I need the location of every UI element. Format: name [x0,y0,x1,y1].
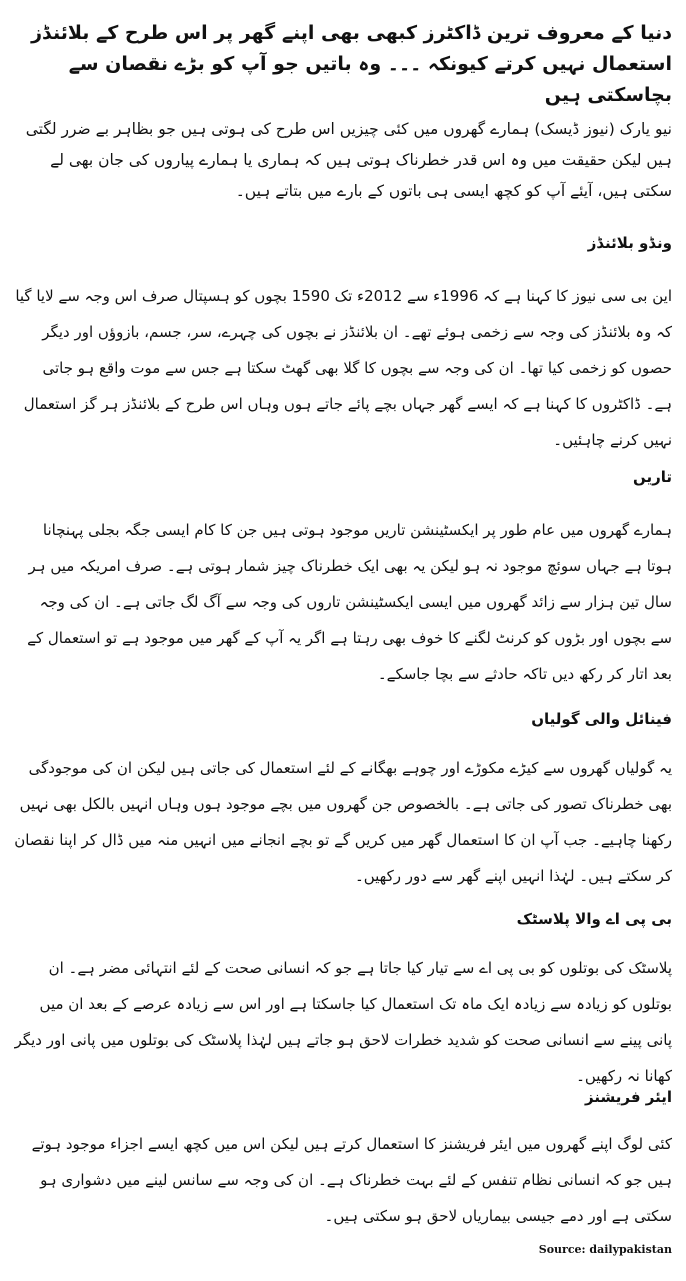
section-text-wires: ہمارے گھروں میں عام طور پر ایکسٹینشن تاریں موجود ہوتی ہیں جن کا کام ایسی جگہ بجلی پہنچانا ہوتا ہے جہاں سوئچ موجود نہ ہو لیکن یہ بھی ایک خطرناک چیز شمار ہوتی ہے۔ صرف امریکہ میں ہر سال تین ہزار سے زائد گھروں میں ایسی ایکسٹینشن تاروں کی وجہ سے آگ لگ جاتی ہے۔ ان کی وجہ سے بچوں اور بڑوں کو کرنٹ لگنے کا خوف بھی رہتا ہے اگر یہ آپ کے گھر میں موجود ہے تو استعمال کے بعد اتار کر رکھ دیں تاکہ حادثے سے بچا جاسکے۔ [27,521,672,683]
section-heading-window-blinds: ونڈو بلائنڈز [587,234,672,252]
section-heading-naphthalene-balls: فینائل والی گولیاں [531,710,672,728]
article-lead: نیو یارک (نیوز ڈیسک) ہمارے گھروں میں کئی چیزیں اس طرح کی ہوتی ہیں جو بظاہر بے ضرر لگتی ہیں لیکن حقیقت میں وہ اس قدر خطرناک ہوتی ہیں کہ ہماری یا ہمارے پیاروں کی جان بھی لے سکتی ہیں، آیئے آپ کو کچھ ایسی ہی باتوں کے بارے میں بتاتے ہیں۔ [25,120,672,200]
section-text-naphthalene-balls: یہ گولیاں گھروں سے کیڑے مکوڑے اور چوہے بھگانے کے لئے استعمال کی جاتی ہیں لیکن ان کی موجودگی بھی خطرناک تصور کی جاتی ہے۔ بالخصوص جن گھروں میں بچے موجود ہوں وہاں انہیں بالکل بھی نہیں رکھنا چاہیے۔ جب آپ ان کا استعمال گھر میں کریں گے تو بچے انجانے میں انہیں منہ میں ڈال کر اپنا نقصان کر سکتے ہیں۔ لہٰذا انہیں اپنے گھر سے دور رکھیں۔ [14,759,672,885]
article-title: دنیا کے معروف ترین ڈاکٹرز کبھی بھی اپنے گھر پر اس طرح کے بلائنڈز استعمال نہیں کرتے کیونکہ ۔۔۔ وہ باتیں جو آپ کو بڑے نقصان سے بچاسکتی ہیں [31,22,672,106]
section-text-bpa-plastic: پلاسٹک کی بوتلوں کو بی پی اے سے تیار کیا جاتا ہے جو کہ انسانی صحت کے لئے انتہائی مضر ہے۔ ان بوتلوں کو زیادہ سے زیادہ ایک ماہ تک استعمال کیا جاسکتا ہے اور اس سے زیادہ عرصے کے بعد ان میں پانی پینے سے انسانی صحت کو شدید خطرات لاحق ہو جاتے ہیں لہٰذا پلاسٹک کی بوتلوں میں پانی اور دیگر کھانا نہ رکھیں۔ [14,959,672,1085]
article [14,0,672,1281]
section-heading-bpa-plastic: بی پی اے والا پلاسٹک [516,910,672,928]
section-text-air-fresheners: کئی لوگ اپنے گھروں میں ایئر فریشنز کا استعمال کرتے ہیں لیکن اس میں کچھ ایسے اجزاء موجود ہوتے ہیں جو کہ انسانی نظام تنفس کے لئے بہت خطرناک ہے۔ ان کی وجہ سے سانس لینے میں دشواری ہو سکتی ہے اور دمے جیسی بیماریاں لاحق ہو سکتی ہیں۔ [31,1135,672,1225]
source-credit: Source: dailypakistan [538,1243,672,1256]
section-heading-wires: تاریں [632,468,672,486]
section-text-window-blinds: این بی سی نیوز کا کہنا ہے کہ 1996ء سے 2012ء تک 1590 بچوں کو ہسپتال صرف اس وجہ سے لایا گیا کہ وہ بلائنڈز کی وجہ سے زخمی ہوئے تھے۔ ان بلائنڈز نے بچوں کی چہرے، سر، جسم، بازوؤں اور دیگر حصوں کو زخمی کیا تھا۔ ان کی وجہ سے بچوں کا گلا بھی گھٹ سکتا ہے جس سے موت واقع ہو جاتی ہے۔ ڈاکٹروں کا کہنا ہے کہ ایسے گھر جہاں بچے پائے جاتے ہوں وہاں اس طرح کے بلائنڈز ہر گز استعمال نہیں کرنے چاہئیں۔ [15,287,672,449]
section-heading-air-fresheners: ایئر فریشنز [585,1088,672,1106]
